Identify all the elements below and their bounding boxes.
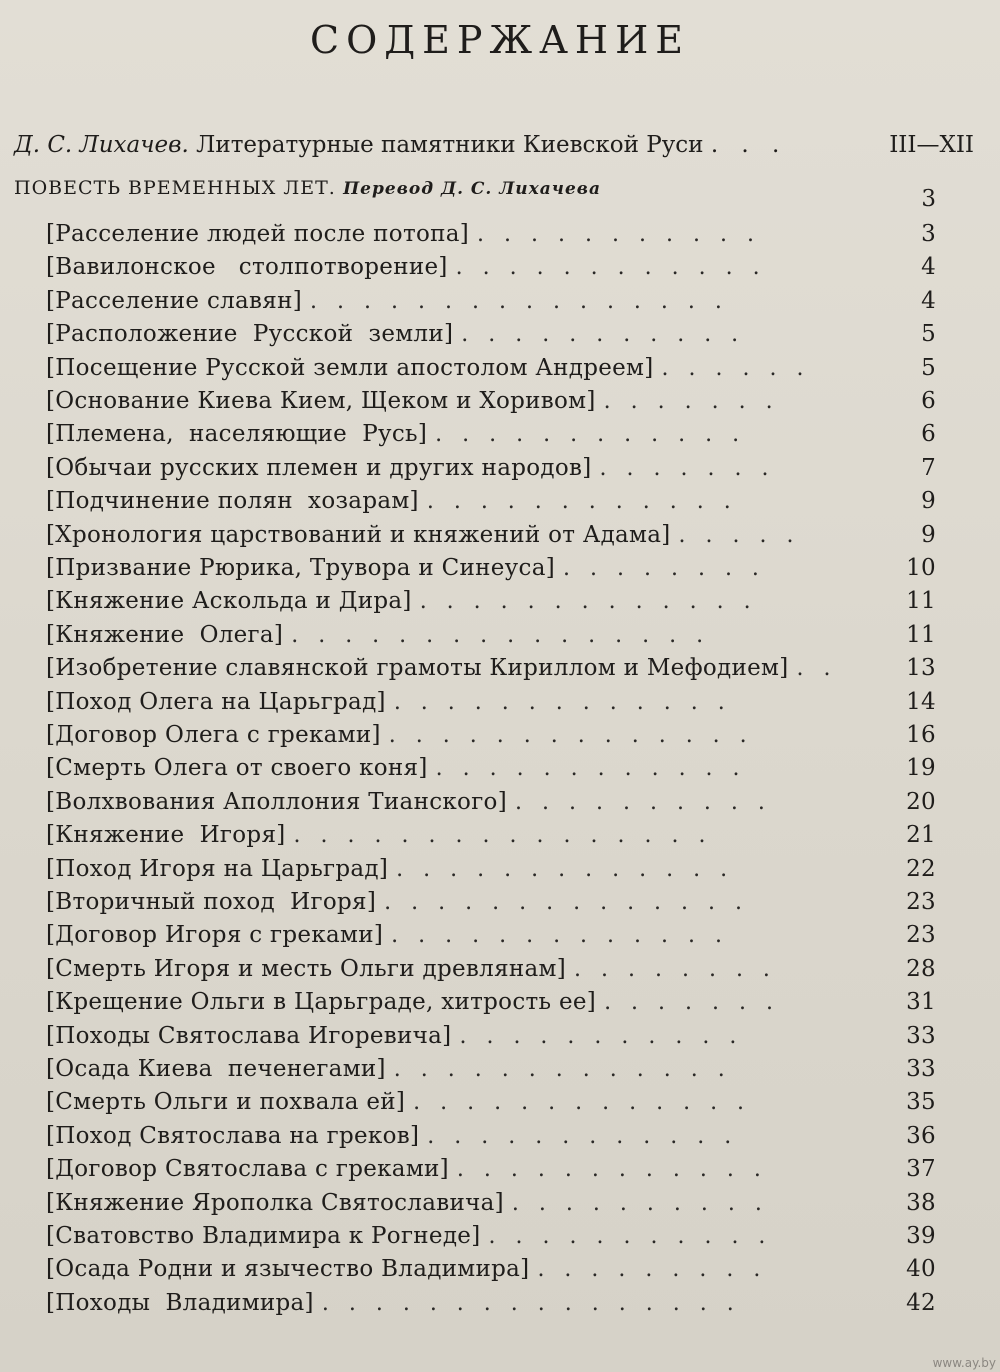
toc-entry-title: [Договор Святослава с греками] <box>46 1156 449 1183</box>
toc-entry-title: [Княжение Аскольда и Дира] <box>46 588 412 615</box>
toc-entry-title: [Волхвования Аполлония Тианского] <box>46 788 507 815</box>
toc-entry-page: 35 <box>906 1089 936 1116</box>
dot-leader: .............. <box>388 723 767 748</box>
dot-leader: ............. <box>419 589 771 615</box>
toc-entry-page: 39 <box>906 1223 936 1249</box>
toc-entry-page: 42 <box>906 1289 936 1316</box>
dot-leader: ........... <box>477 222 774 247</box>
dot-leader: ................ <box>293 823 726 849</box>
dot-leader: .......... <box>514 789 785 815</box>
toc-entry-title: [Хронология царствований и княжений от Адама] <box>46 521 671 548</box>
dot-leader: ............. <box>391 923 743 949</box>
toc-entry <box>46 752 936 785</box>
toc-entry-page: 21 <box>906 822 936 849</box>
toc-entry-page: 9 <box>921 521 936 548</box>
toc-entry-page: 10 <box>906 555 936 581</box>
intro-page: III—XII <box>889 132 974 158</box>
toc-entry <box>46 1153 936 1186</box>
dot-leader: ............ <box>456 1157 781 1183</box>
toc-entry-page: 11 <box>906 588 936 615</box>
dot-leader: ........ <box>562 556 779 581</box>
toc-entry-page: 23 <box>906 889 936 915</box>
toc-entry-title: [Походы Святослава Игоревича] <box>46 1022 452 1049</box>
toc-entry <box>46 1220 936 1253</box>
toc-entry-page: 19 <box>906 755 936 782</box>
toc-entry-page: 20 <box>906 788 936 815</box>
toc-entry <box>46 719 936 752</box>
toc-entry-title: [Осада Родни и язычество Владимира] <box>46 1256 530 1283</box>
toc-entry <box>46 285 936 318</box>
toc-entry <box>46 352 936 385</box>
toc-entry-title: [Обычаи русских племен и других народов] <box>46 454 592 481</box>
toc-entry-title: [Вторичный поход Игоря] <box>46 889 377 915</box>
toc-entry-title: [Договор Игоря с греками] <box>46 922 384 949</box>
dot-leader: ................ <box>321 1290 754 1316</box>
toc-entry-page: 16 <box>906 722 936 748</box>
toc-entry <box>46 585 936 618</box>
dot-leader: .......... <box>511 1190 782 1216</box>
dot-leader: ........ <box>573 956 790 982</box>
toc-entry-page: 4 <box>921 287 936 314</box>
dot-leader: ....... <box>604 990 794 1016</box>
dot-leader: .. <box>796 656 851 682</box>
dot-leader: ................ <box>291 622 724 648</box>
toc-entry-title: [Договор Олега с греками] <box>46 722 381 748</box>
toc-entry-page: 13 <box>906 655 936 682</box>
dot-leader: ............ <box>435 422 760 448</box>
section-translator: Перевод Д. С. Лихачева <box>343 179 601 199</box>
toc-entry-title: [Призвание Рюрика, Трувора и Синеуса] <box>46 555 555 581</box>
toc-entry <box>46 1120 936 1153</box>
toc-entry-title: [Княжение Ярополка Святославича] <box>46 1189 504 1216</box>
toc-entry <box>46 919 936 952</box>
dot-leader: ............ <box>455 255 780 281</box>
toc-entry-title: [Походы Владимира] <box>46 1289 314 1316</box>
toc-entry <box>46 1253 936 1286</box>
toc-entry-page: 36 <box>906 1122 936 1149</box>
toc-entry-page: 14 <box>906 688 936 715</box>
toc-entry <box>46 452 936 485</box>
dot-leader: ............. <box>393 1057 745 1082</box>
toc-entry <box>46 418 936 451</box>
toc-entry-page: 23 <box>906 922 936 949</box>
toc-entry <box>46 986 936 1019</box>
dot-leader: ............ <box>427 1123 752 1149</box>
toc-entry-title: [Смерть Игоря и месть Ольги древлянам] <box>46 955 566 982</box>
dot-leader: ...... <box>661 355 824 381</box>
toc-entry <box>46 318 936 351</box>
section-row <box>14 170 936 212</box>
dot-leader: ........... <box>488 1224 786 1249</box>
dot-leader: ............ <box>426 489 751 515</box>
toc-entry-title: [Подчинение полян хозарам] <box>46 488 419 515</box>
toc-entry-page: 6 <box>921 388 936 414</box>
dot-leader: .............. <box>384 890 763 915</box>
section-page: 3 <box>921 186 936 212</box>
toc-entry-title: [Осада Киева печенегами] <box>46 1056 386 1082</box>
toc-entry-title: [Изобретение славянской грамоты Кириллом и Мефодием] <box>46 655 789 682</box>
toc-entry-page: 5 <box>921 354 936 381</box>
toc-entry-title: [Княжение Олега] <box>46 621 284 648</box>
toc-entry <box>46 786 936 819</box>
toc-entry <box>46 1187 936 1220</box>
intro-author: Д. С. Лихачев. <box>14 132 189 158</box>
dot-leader: ............. <box>413 1090 765 1116</box>
dot-leader: ..... <box>678 522 814 548</box>
dot-leader: ............. <box>396 856 748 882</box>
toc-entry-page: 22 <box>906 855 936 882</box>
toc-entry-page: 4 <box>921 254 936 281</box>
toc-entry-title: [Сватовство Владимира к Рогнеде] <box>46 1223 481 1249</box>
dot-leader: ............. <box>393 689 745 715</box>
toc-entry <box>46 1086 936 1119</box>
toc-entry-title: [Расселение славян] <box>46 287 303 314</box>
watermark: www.ay.by <box>932 1356 996 1370</box>
toc-entry-title: [Княжение Игоря] <box>46 822 286 849</box>
toc-entry <box>46 1053 936 1086</box>
dot-leader: ........... <box>459 1023 757 1049</box>
toc-entry <box>46 385 936 418</box>
dot-leader: ................ <box>310 288 742 314</box>
toc-entry <box>46 251 936 284</box>
toc-entry <box>46 552 936 585</box>
toc-entry-page: 3 <box>921 221 936 247</box>
intro-text: Литературные памятники Киевской Руси <box>196 132 704 158</box>
dot-leader: ......... <box>537 1257 781 1283</box>
toc-entry-page: 6 <box>921 421 936 448</box>
toc-entry-title: [Поход Святослава на греков] <box>46 1122 420 1149</box>
toc-entry <box>46 1287 936 1320</box>
toc-entry-page: 9 <box>921 488 936 515</box>
toc-entry-title: [Посещение Русской земли апостолом Андреем] <box>46 354 654 381</box>
toc-entry-page: 5 <box>921 321 936 348</box>
toc-entry-title: [Расселение людей после потопа] <box>46 221 470 247</box>
toc-entry <box>46 652 936 685</box>
toc-entry <box>46 485 936 518</box>
toc-entry-page: 33 <box>906 1022 936 1049</box>
page-title: СОДЕРЖАНИЕ <box>310 18 690 62</box>
toc-entry <box>46 886 936 919</box>
toc-entry-title: [Расположение Русской земли] <box>46 321 454 348</box>
intro-row <box>14 128 974 162</box>
dot-leader: ....... <box>603 389 793 414</box>
toc-entry <box>46 819 936 852</box>
toc-entry-page: 37 <box>906 1156 936 1183</box>
intro-leader: . . . <box>710 132 788 158</box>
toc-entry-page: 28 <box>906 955 936 982</box>
toc-entry-title: [Смерть Ольги и похвала ей] <box>46 1089 406 1116</box>
toc-entry <box>46 853 936 886</box>
toc-entry <box>46 218 936 251</box>
toc-entry <box>46 519 936 552</box>
toc-entry-page: 38 <box>906 1189 936 1216</box>
toc-entry-page: 31 <box>906 989 936 1016</box>
section-title: ПОВЕСТЬ ВРЕМЕННЫХ ЛЕТ. <box>14 177 336 199</box>
toc-entry-title: [Племена, населяющие Русь] <box>46 421 428 448</box>
toc-entry-title: [Поход Игоря на Царьград] <box>46 855 389 882</box>
toc-entry <box>46 686 936 719</box>
toc-entry-title: [Крещение Ольги в Царьграде, хитрость ее] <box>46 989 597 1016</box>
toc-entry-title: [Смерть Олега от своего коня] <box>46 755 428 782</box>
toc-entry-page: 7 <box>921 454 936 481</box>
toc-entry <box>46 1020 936 1053</box>
toc-entry-title: [Основание Киева Кием, Щеком и Хоривом] <box>46 388 596 414</box>
toc-entry <box>46 953 936 986</box>
toc-entry-page: 33 <box>906 1056 936 1082</box>
toc-entry-page: 11 <box>906 621 936 648</box>
dot-leader: ........... <box>461 322 759 348</box>
dot-leader: ....... <box>599 455 789 481</box>
toc-entry <box>46 619 936 652</box>
toc-entry-page: 40 <box>906 1256 936 1283</box>
toc-entry-title: [Поход Олега на Царьград] <box>46 688 386 715</box>
toc-entry-title: [Вавилонское столпотворение] <box>46 254 448 281</box>
dot-leader: ............ <box>435 756 760 782</box>
